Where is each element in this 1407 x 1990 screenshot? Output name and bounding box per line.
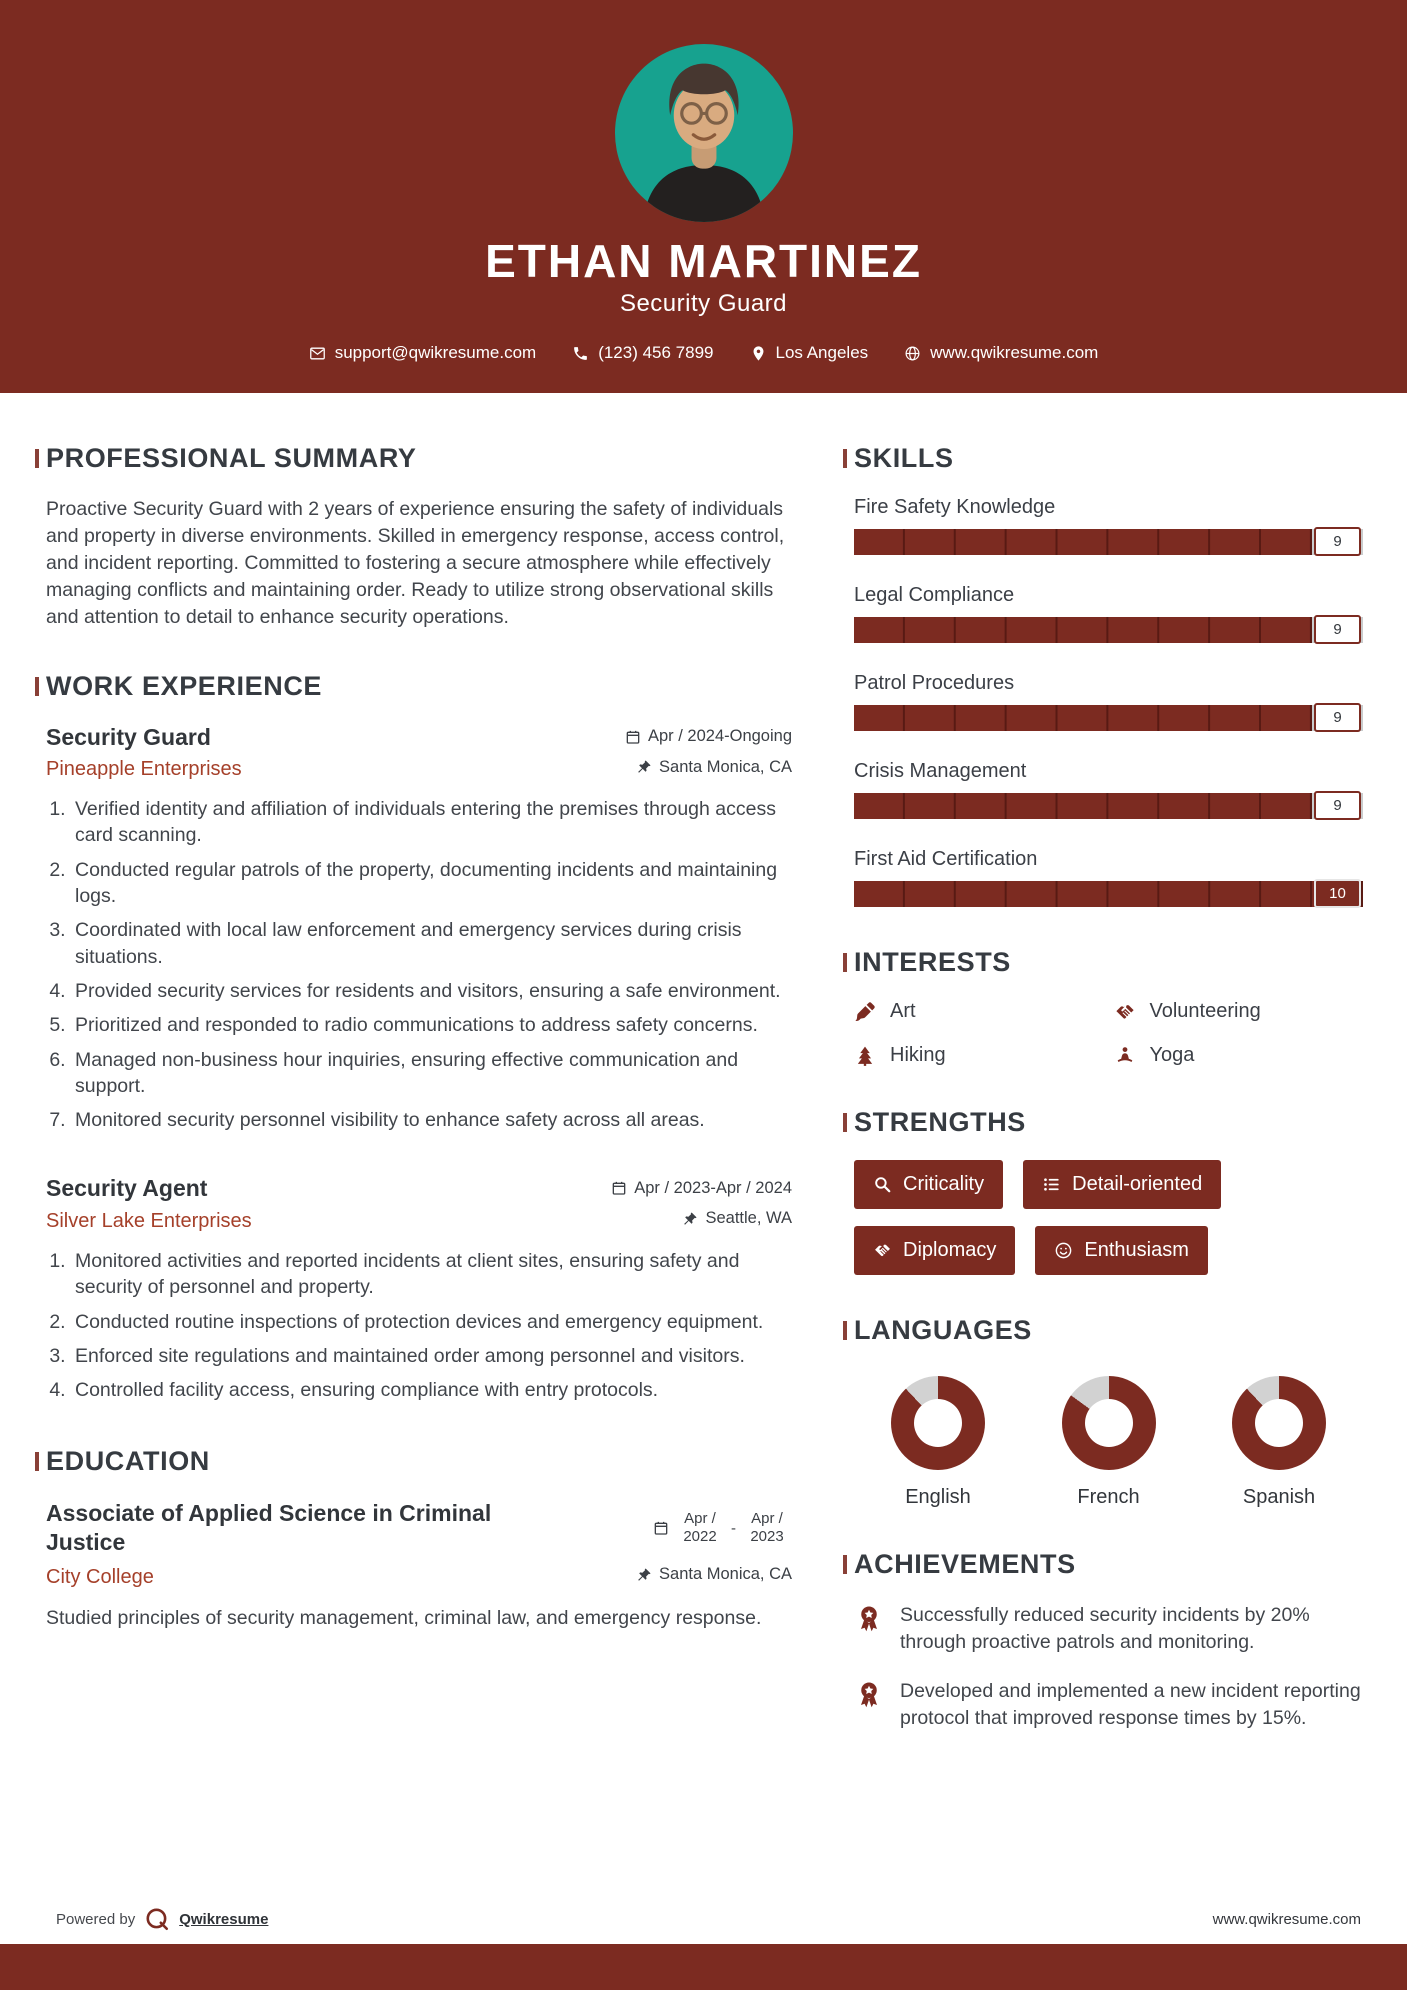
interest-item bbox=[854, 1000, 1104, 1023]
pushpin-icon bbox=[636, 759, 652, 775]
job-bullet: 3. Enforced site regulations and maintained order among personnel and visitors. bbox=[71, 1343, 792, 1369]
donut-hole bbox=[1085, 1399, 1133, 1447]
job-bullet: 2. Conducted regular patrols of the property, documenting incidents and maintaining logs. bbox=[71, 857, 792, 910]
contact-row bbox=[0, 343, 1407, 363]
footer-color-strip bbox=[0, 1944, 1407, 1990]
yoga-icon bbox=[1114, 1045, 1136, 1067]
language-item bbox=[1209, 1376, 1349, 1509]
profile-photo bbox=[615, 44, 793, 222]
language-donut-chart bbox=[1062, 1376, 1156, 1470]
job-bullet: 3. Coordinated with local law enforcement and emergency services during crisis situations. bbox=[71, 917, 792, 970]
skill-bar bbox=[854, 705, 1363, 731]
magnifier-icon bbox=[873, 1175, 892, 1194]
person-name: ETHAN MARTINEZ bbox=[485, 235, 922, 287]
skill-value-badge: 9 bbox=[1314, 527, 1361, 556]
job-bullet: 7. Monitored security personnel visibility to enhance safety across all areas. bbox=[71, 1107, 792, 1133]
skill-bar-fill bbox=[854, 705, 1312, 731]
education-date-from: Apr / 2022 bbox=[683, 1510, 717, 1546]
skill-name: Fire Safety Knowledge bbox=[854, 496, 1056, 518]
job-bullet: 1. Monitored activities and reported incidents at client sites, ensuring safety and security of personnel and property. bbox=[71, 1248, 792, 1301]
strength-label: Criticality bbox=[903, 1173, 985, 1195]
achievement-text: Successfully reduced security incidents by 20% through proactive patrols and monitoring. bbox=[900, 1604, 1310, 1653]
skill-bar bbox=[854, 881, 1363, 907]
interests-heading: INTERESTS bbox=[854, 947, 1363, 978]
interest-label: Yoga bbox=[1149, 1044, 1195, 1066]
section-professional-summary bbox=[46, 443, 792, 631]
skill-bar-fill bbox=[854, 793, 1312, 819]
language-donut-chart bbox=[1232, 1376, 1326, 1470]
work-experience-heading: WORK EXPERIENCE bbox=[46, 671, 792, 702]
skill-item bbox=[854, 760, 1363, 819]
strength-chip bbox=[1023, 1160, 1221, 1209]
skill-name: Crisis Management bbox=[854, 760, 1027, 782]
job-dates bbox=[611, 1179, 792, 1198]
contact-email[interactable] bbox=[309, 343, 537, 363]
section-achievements bbox=[854, 1549, 1363, 1732]
education-description: Studied principles of security management, criminal law, and emergency response. bbox=[46, 1606, 762, 1629]
contact-website-text: www.qwikresume.com bbox=[930, 343, 1099, 362]
paintbrush-icon bbox=[854, 1001, 876, 1023]
interest-label: Hiking bbox=[890, 1044, 946, 1066]
job-location-text: Seattle, WA bbox=[705, 1209, 792, 1228]
contact-location bbox=[750, 343, 869, 363]
education-dates bbox=[653, 1499, 792, 1559]
education-location bbox=[636, 1565, 792, 1584]
section-education bbox=[46, 1446, 792, 1632]
job-title: Security Agent bbox=[46, 1175, 208, 1202]
job-entry bbox=[46, 1175, 792, 1403]
job-title: Security Guard bbox=[46, 723, 211, 750]
skill-item bbox=[854, 496, 1363, 555]
job-entry bbox=[46, 724, 792, 1134]
contact-email-text: support@qwikresume.com bbox=[334, 343, 537, 362]
skills-heading: SKILLS bbox=[854, 443, 1363, 474]
qwikresume-logo-icon bbox=[144, 1906, 170, 1932]
tree-icon bbox=[854, 1045, 876, 1067]
section-work-experience bbox=[46, 671, 792, 1404]
strength-label: Detail-oriented bbox=[1072, 1173, 1203, 1195]
mail-icon bbox=[309, 345, 326, 362]
pushpin-icon bbox=[682, 1211, 698, 1227]
section-skills bbox=[854, 443, 1363, 907]
strengths-heading: STRENGTHS bbox=[854, 1107, 1363, 1138]
education-date-separator: - bbox=[731, 1519, 736, 1537]
powered-by bbox=[56, 1906, 268, 1932]
job-bullet: 1. Verified identity and affiliation of individuals entering the premises through access card scanning. bbox=[71, 796, 792, 849]
language-item bbox=[1039, 1376, 1179, 1509]
company-name: Pineapple Enterprises bbox=[46, 758, 242, 781]
medal-icon bbox=[854, 1680, 884, 1710]
job-location bbox=[636, 758, 792, 777]
skill-bar bbox=[854, 529, 1363, 555]
phone-icon bbox=[572, 345, 589, 362]
job-bullet: 6. Managed non-business hour inquiries, ensuring effective communication and support. bbox=[71, 1047, 792, 1100]
summary-text: Proactive Security Guard with 2 years of experience ensuring the safety of individuals and property in diverse environments. Skilled in emergency response, access control, and incident reporting. Committed to fostering a secure atmosphere while effectively managing conflicts and maintaining order. Ready to utilize strong observational skills and attention to detail to enhance security operations. bbox=[46, 498, 785, 628]
footer bbox=[56, 1906, 1361, 1932]
strength-label: Enthusiasm bbox=[1084, 1239, 1189, 1261]
skill-bar-fill bbox=[854, 617, 1312, 643]
job-location bbox=[682, 1209, 792, 1228]
strength-label: Diplomacy bbox=[903, 1239, 997, 1261]
body bbox=[0, 393, 1407, 1772]
skill-value-badge: 9 bbox=[1314, 791, 1361, 820]
summary-heading: PROFESSIONAL SUMMARY bbox=[46, 443, 792, 474]
job-bullet: 2. Conducted routine inspections of protection devices and emergency equipment. bbox=[71, 1309, 792, 1335]
degree-title: Associate of Applied Science in Criminal Justice bbox=[46, 1499, 492, 1556]
donut-hole bbox=[914, 1399, 962, 1447]
job-bullet: 4. Provided security services for residents and visitors, ensuring a safe environment. bbox=[71, 978, 792, 1004]
job-location-text: Santa Monica, CA bbox=[659, 757, 792, 776]
skill-name: Legal Compliance bbox=[854, 584, 1015, 606]
achievement-text: Developed and implemented a new incident reporting protocol that improved response times by 15%. bbox=[900, 1679, 1361, 1729]
donut-hole bbox=[1255, 1399, 1303, 1447]
skill-item bbox=[854, 584, 1363, 643]
skill-item bbox=[854, 848, 1363, 907]
school-name: City College bbox=[46, 1565, 154, 1588]
skill-value-badge: 10 bbox=[1314, 879, 1361, 908]
achievement-item bbox=[854, 1678, 1363, 1732]
handshake-icon bbox=[873, 1241, 892, 1260]
job-dates-text: Apr / 2024-Ongoing bbox=[647, 727, 792, 746]
list-icon bbox=[1042, 1175, 1061, 1194]
right-column bbox=[854, 443, 1363, 1772]
strength-chip bbox=[854, 1226, 1015, 1275]
skill-bar-fill bbox=[854, 881, 1363, 907]
calendar-icon bbox=[653, 1520, 669, 1536]
job-bullet-list bbox=[46, 796, 792, 1133]
interest-item bbox=[854, 1044, 1104, 1067]
handshake-icon bbox=[1114, 1001, 1136, 1023]
interest-item bbox=[1114, 1044, 1364, 1067]
avatar-illustration bbox=[615, 44, 793, 222]
section-strengths bbox=[854, 1107, 1363, 1275]
job-dates bbox=[625, 727, 792, 746]
languages-heading: LANGUAGES bbox=[854, 1315, 1363, 1346]
contact-phone-text: (123) 456 7899 bbox=[598, 343, 714, 362]
education-heading: EDUCATION bbox=[46, 1446, 792, 1477]
medal-icon bbox=[854, 1604, 884, 1634]
language-label: Spanish bbox=[1242, 1486, 1316, 1508]
location-pin-icon bbox=[750, 345, 767, 362]
powered-by-text: Powered by bbox=[56, 1910, 136, 1928]
interest-label: Volunteering bbox=[1149, 1000, 1261, 1022]
smiley-icon bbox=[1054, 1241, 1073, 1260]
header bbox=[0, 0, 1407, 393]
strength-chip bbox=[1035, 1226, 1208, 1275]
contact-location-text: Los Angeles bbox=[775, 343, 869, 362]
job-bullet: 5. Prioritized and responded to radio communications to address safety concerns. bbox=[71, 1012, 792, 1038]
achievement-item bbox=[854, 1602, 1363, 1656]
interest-item bbox=[1114, 1000, 1364, 1023]
contact-website[interactable] bbox=[904, 343, 1098, 363]
contact-phone[interactable] bbox=[572, 343, 713, 363]
language-label: French bbox=[1077, 1486, 1140, 1508]
skill-item bbox=[854, 672, 1363, 731]
skill-name: Patrol Procedures bbox=[854, 672, 1015, 694]
job-bullet-list bbox=[46, 1248, 792, 1404]
calendar-icon bbox=[611, 1180, 627, 1196]
qwikresume-link[interactable]: Qwikresume bbox=[179, 1910, 269, 1928]
language-donut-chart bbox=[891, 1376, 985, 1470]
job-bullet: 4. Controlled facility access, ensuring compliance with entry protocols. bbox=[71, 1377, 792, 1403]
skill-value-badge: 9 bbox=[1314, 703, 1361, 732]
language-item bbox=[868, 1376, 1008, 1509]
education-location-text: Santa Monica, CA bbox=[659, 1565, 792, 1584]
footer-website-link[interactable]: www.qwikresume.com bbox=[1212, 1910, 1361, 1928]
education-date-to: Apr / 2023 bbox=[750, 1510, 784, 1546]
calendar-icon bbox=[625, 729, 641, 745]
skill-bar bbox=[854, 793, 1363, 819]
language-label: English bbox=[905, 1486, 971, 1508]
globe-icon bbox=[904, 345, 921, 362]
skill-bar-fill bbox=[854, 529, 1312, 555]
section-languages bbox=[854, 1315, 1363, 1509]
skill-name: First Aid Certification bbox=[854, 848, 1038, 870]
person-job-title: Security Guard bbox=[619, 290, 788, 317]
pushpin-icon bbox=[636, 1567, 652, 1583]
section-interests bbox=[854, 947, 1363, 1067]
job-dates-text: Apr / 2023-Apr / 2024 bbox=[634, 1178, 792, 1197]
left-column bbox=[46, 443, 792, 1772]
skill-bar bbox=[854, 617, 1363, 643]
strength-chip bbox=[854, 1160, 1003, 1209]
company-name: Silver Lake Enterprises bbox=[46, 1209, 252, 1232]
skill-value-badge: 9 bbox=[1314, 615, 1361, 644]
interest-label: Art bbox=[890, 1000, 916, 1022]
achievements-heading: ACHIEVEMENTS bbox=[854, 1549, 1363, 1580]
